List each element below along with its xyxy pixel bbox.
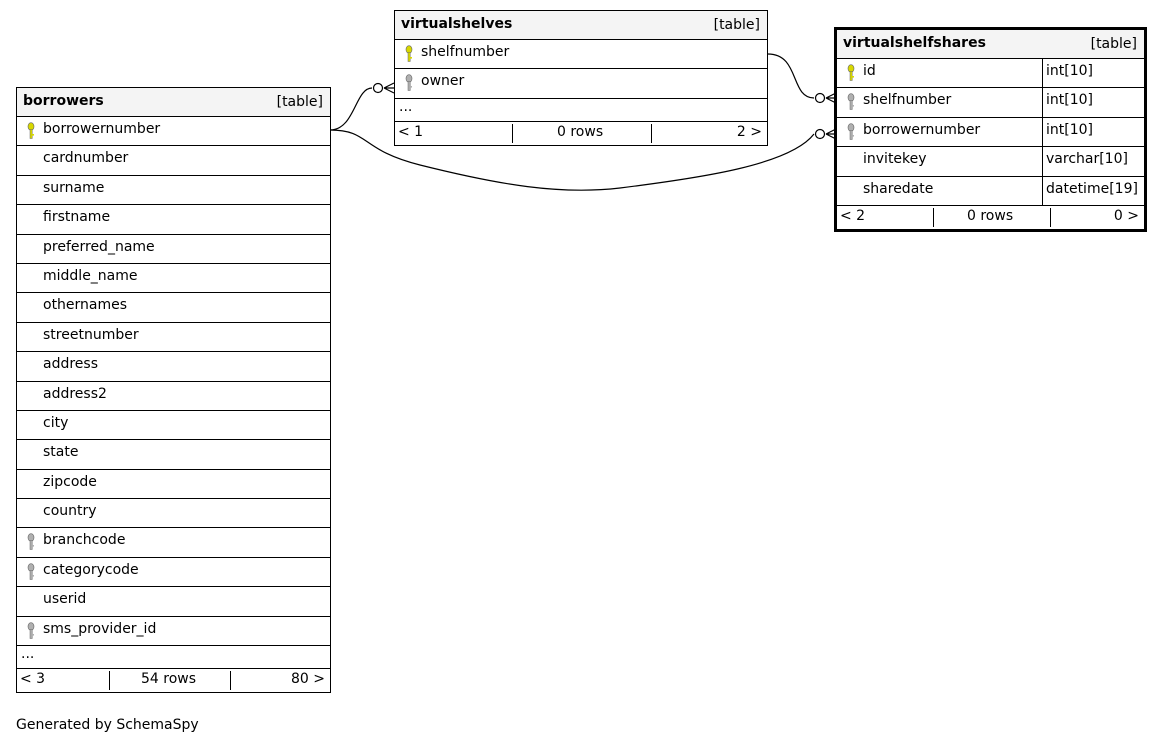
parents-count[interactable]: < 3 bbox=[20, 671, 46, 688]
column-row[interactable] bbox=[17, 499, 330, 528]
column-name: categorycode bbox=[43, 561, 139, 578]
table-footer bbox=[837, 206, 1144, 229]
column-type: varchar[10] bbox=[1042, 147, 1128, 175]
column-type: int[10] bbox=[1042, 118, 1093, 146]
column-row[interactable] bbox=[395, 40, 767, 69]
column-row[interactable] bbox=[17, 146, 330, 175]
edge-borrowers-virtualshelfshares-optional-marker bbox=[816, 130, 825, 139]
table-kind: [table] bbox=[713, 17, 760, 33]
column-name: city bbox=[43, 414, 69, 431]
column-name: owner bbox=[421, 73, 465, 90]
foreign-key-icon bbox=[844, 123, 858, 141]
foreign-key-icon bbox=[24, 622, 38, 640]
column-row[interactable] bbox=[17, 440, 330, 469]
table-name: virtualshelfshares bbox=[843, 35, 986, 51]
column-name: middle_name bbox=[43, 267, 138, 284]
row-count: 0 rows bbox=[967, 207, 1014, 224]
column-name: shelfnumber bbox=[863, 92, 952, 109]
column-name: surname bbox=[43, 179, 105, 196]
column-name: shelfnumber bbox=[421, 44, 510, 60]
column-row[interactable] bbox=[17, 264, 330, 293]
table-virtualshelfshares[interactable] bbox=[834, 27, 1147, 232]
children-count[interactable]: 2 > bbox=[736, 123, 762, 140]
footer-divider bbox=[651, 124, 652, 143]
column-row[interactable] bbox=[837, 147, 1144, 176]
column-row[interactable] bbox=[17, 558, 330, 587]
table-header[interactable] bbox=[837, 30, 1144, 59]
column-row[interactable] bbox=[837, 59, 1144, 88]
column-row[interactable] bbox=[17, 117, 330, 146]
parents-count[interactable]: < 1 bbox=[398, 123, 424, 140]
table-header[interactable] bbox=[17, 88, 330, 117]
ellipsis: ... bbox=[399, 98, 413, 115]
more-columns-indicator bbox=[17, 646, 330, 669]
column-type: int[10] bbox=[1042, 59, 1093, 87]
foreign-key-icon bbox=[402, 74, 416, 92]
column-name: zipcode bbox=[43, 473, 97, 490]
column-name: borrowernumber bbox=[43, 121, 161, 137]
column-name: state bbox=[43, 444, 79, 461]
column-name: invitekey bbox=[863, 151, 927, 168]
foreign-key-icon bbox=[24, 533, 38, 551]
column-name: streetnumber bbox=[43, 326, 139, 343]
table-kind: [table] bbox=[276, 94, 323, 110]
foreign-key-icon bbox=[24, 563, 38, 581]
column-name: othernames bbox=[43, 297, 128, 314]
footer-divider bbox=[230, 671, 231, 690]
column-name: address bbox=[43, 356, 99, 373]
generated-by-note: Generated by SchemaSpy bbox=[16, 717, 199, 733]
edge-borrowers-virtualshelves-crowfoot bbox=[384, 83, 394, 93]
column-name: sharedate bbox=[863, 180, 934, 197]
column-row[interactable] bbox=[395, 69, 767, 98]
column-name: address2 bbox=[43, 385, 107, 402]
column-row[interactable] bbox=[17, 528, 330, 557]
edge-virtualshelves-virtualshelfshares-optional-marker bbox=[816, 94, 825, 103]
row-count: 0 rows bbox=[557, 123, 604, 140]
column-row[interactable] bbox=[17, 382, 330, 411]
footer-divider bbox=[933, 208, 934, 227]
column-type: datetime[19] bbox=[1042, 177, 1138, 205]
primary-key-icon bbox=[402, 45, 416, 63]
edge-borrowers-virtualshelves bbox=[330, 88, 372, 130]
footer-divider bbox=[1050, 208, 1051, 227]
table-kind: [table] bbox=[1090, 36, 1137, 52]
footer-divider bbox=[512, 124, 513, 143]
table-name: virtualshelves bbox=[401, 16, 513, 32]
column-row[interactable] bbox=[17, 323, 330, 352]
ellipsis: ... bbox=[21, 646, 35, 663]
table-footer bbox=[17, 669, 330, 692]
foreign-key-icon bbox=[844, 93, 858, 111]
children-count[interactable]: 0 > bbox=[1113, 207, 1139, 224]
table-footer bbox=[395, 122, 767, 145]
column-name: firstname bbox=[43, 209, 111, 226]
column-name: id bbox=[863, 63, 876, 79]
primary-key-icon bbox=[24, 122, 38, 140]
column-row[interactable] bbox=[17, 235, 330, 264]
table-name: borrowers bbox=[23, 93, 104, 109]
column-row[interactable] bbox=[17, 293, 330, 322]
column-row[interactable] bbox=[17, 352, 330, 381]
column-row[interactable] bbox=[837, 88, 1144, 117]
column-name: preferred_name bbox=[43, 238, 155, 255]
table-header[interactable] bbox=[395, 11, 767, 40]
footer-divider bbox=[109, 671, 110, 690]
column-row[interactable] bbox=[17, 617, 330, 646]
column-row[interactable] bbox=[17, 205, 330, 234]
column-name: borrowernumber bbox=[863, 121, 981, 138]
column-name: country bbox=[43, 503, 97, 520]
column-name: userid bbox=[43, 591, 87, 608]
column-row[interactable] bbox=[837, 177, 1144, 206]
edge-borrowers-virtualshelves-optional-marker bbox=[374, 84, 383, 93]
column-row[interactable] bbox=[17, 411, 330, 440]
parents-count[interactable]: < 2 bbox=[840, 207, 866, 224]
column-name: sms_provider_id bbox=[43, 620, 157, 637]
column-name: branchcode bbox=[43, 532, 126, 549]
column-row[interactable] bbox=[17, 470, 330, 499]
primary-key-icon bbox=[844, 64, 858, 82]
column-type: int[10] bbox=[1042, 88, 1093, 116]
row-count: 54 rows bbox=[141, 671, 197, 688]
column-row[interactable] bbox=[837, 118, 1144, 147]
children-count[interactable]: 80 > bbox=[291, 671, 325, 688]
edge-virtualshelves-virtualshelfshares bbox=[768, 54, 814, 98]
column-name: cardnumber bbox=[43, 150, 129, 167]
table-borrowers[interactable] bbox=[16, 87, 331, 693]
table-virtualshelves[interactable] bbox=[394, 10, 768, 146]
column-row[interactable] bbox=[17, 176, 330, 205]
more-columns-indicator bbox=[395, 99, 767, 122]
column-row[interactable] bbox=[17, 587, 330, 616]
